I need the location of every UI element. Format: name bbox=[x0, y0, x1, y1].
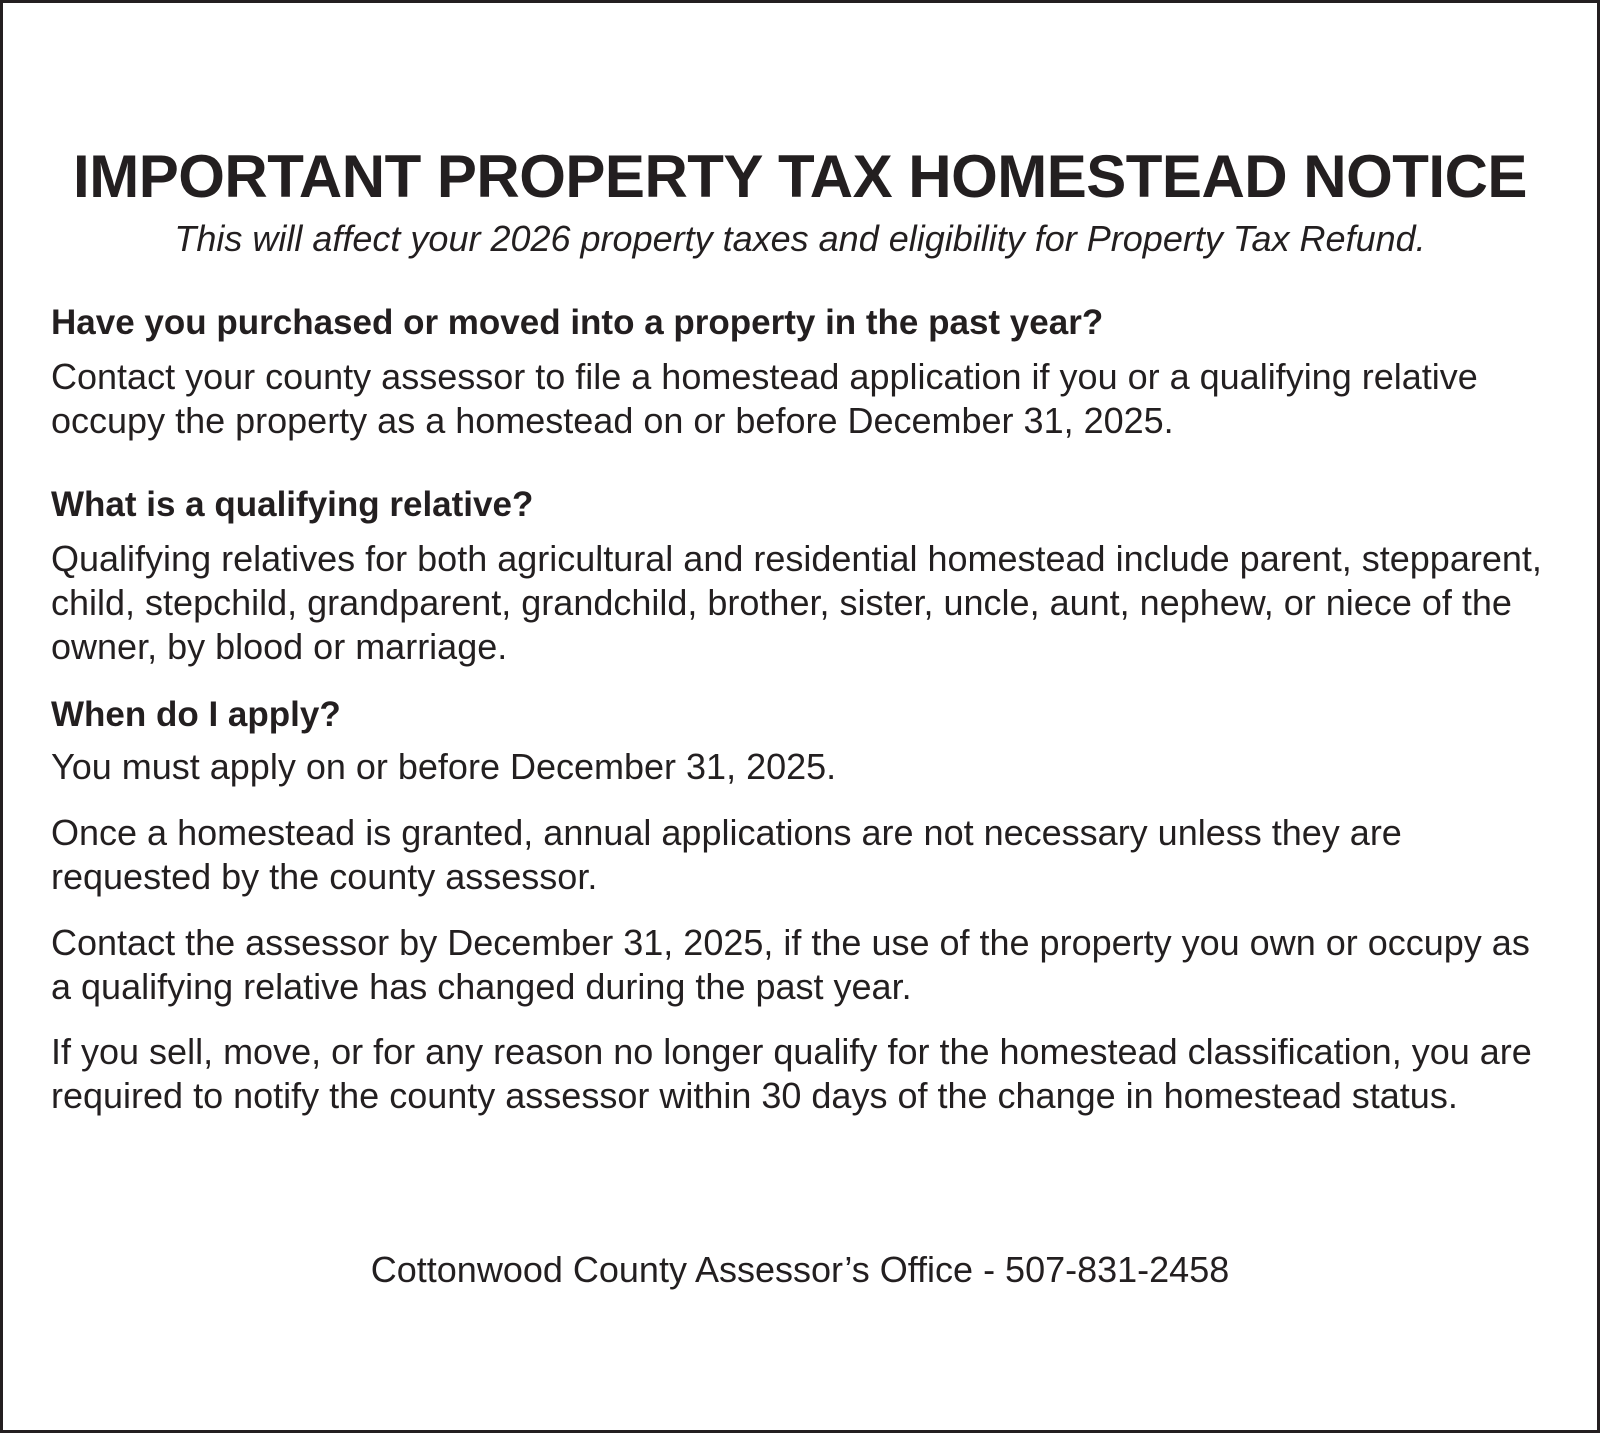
section-paragraph-deadline: You must apply on or before December 31, 2025. bbox=[51, 746, 837, 787]
section-heading-purchased: Have you purchased or moved into a property in the past year? bbox=[51, 303, 1104, 342]
section-paragraph-use-changed: Contact the assessor by December 31, 2025, if the use of the property you own or occupy as a qualifying relative has changed during the past year. bbox=[51, 922, 1530, 1007]
section-heading-qualifying-relative: What is a qualifying relative? bbox=[51, 485, 534, 524]
section-heading-when-apply: When do I apply? bbox=[51, 695, 341, 734]
assessor-contact-footer: Cottonwood County Assessor’s Office - 507-831-2458 bbox=[370, 1249, 1230, 1290]
section-paragraph-notify-change: If you sell, move, or for any reason no longer qualify for the homestead classification, you are required to notify the county assessor within 30 days of the change in homestead status. bbox=[51, 1031, 1532, 1116]
section-paragraph-relatives-list: Qualifying relatives for both agricultural and residential homestead include parent, stepparent, child, stepchild, grandparent, grandchild, brother, sister, uncle, aunt, nephew, or niece of the owner, by blood or marriage. bbox=[51, 538, 1542, 667]
notice-title: IMPORTANT PROPERTY TAX HOMESTEAD NOTICE bbox=[73, 143, 1527, 210]
section-paragraph-annual-applications: Once a homestead is granted, annual applications are not necessary unless they are requested by the county assessor. bbox=[51, 812, 1402, 897]
notice-subtitle: This will affect your 2026 property taxes and eligibility for Property Tax Refund. bbox=[174, 218, 1426, 259]
section-paragraph-contact-assessor: Contact your county assessor to file a homestead application if you or a qualifying relative occupy the property as a homestead on or before December 31, 2025. bbox=[51, 356, 1478, 441]
